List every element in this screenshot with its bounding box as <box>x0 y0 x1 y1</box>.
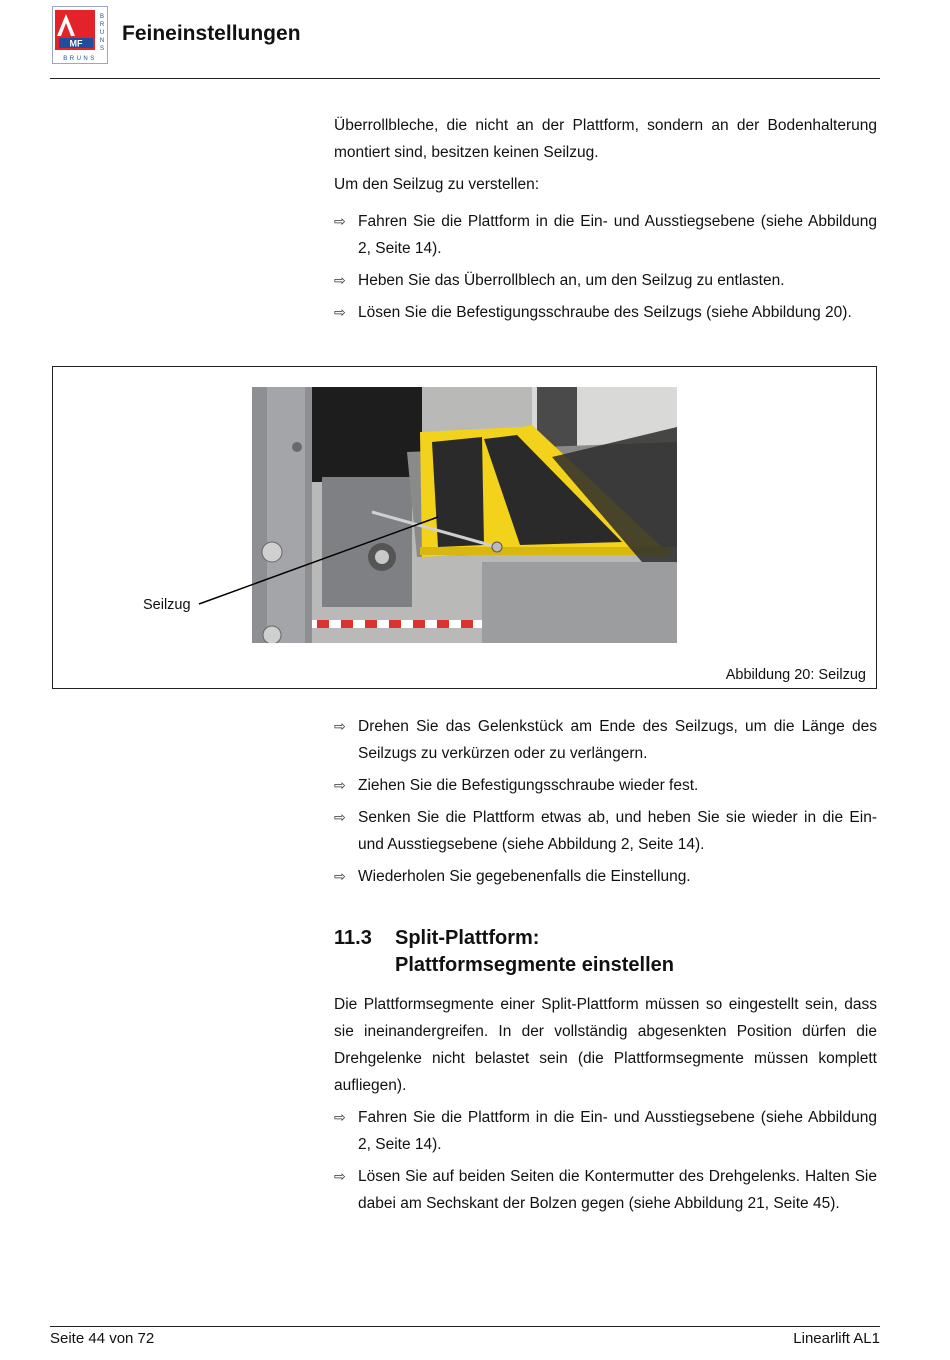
intro-block <box>334 112 877 326</box>
section-number: 11.3 <box>334 927 372 949</box>
svg-text:B: B <box>99 14 105 20</box>
figure-caption: Abbildung 20: Seilzug <box>725 667 866 683</box>
svg-text:R: R <box>99 22 105 28</box>
step-item: ⇨ Wiederholen Sie gegebenenfalls die Einstellung. <box>334 863 877 890</box>
step-item: ⇨ Senken Sie die Plattform etwas ab, und heben Sie sie wieder in die Ein- und Ausstiegsebene (siehe Abbildung 2, Seite 14). <box>334 804 877 858</box>
svg-text:MF: MF <box>69 38 83 49</box>
arrow-right-icon: ⇨ <box>334 1168 346 1184</box>
page-footer <box>50 1326 880 1347</box>
svg-text:BRUNS: BRUNS <box>63 56 97 62</box>
svg-text:U: U <box>99 30 105 36</box>
page-header <box>50 4 880 79</box>
step-item: ⇨ Ziehen Sie die Befestigungsschraube wieder fest. <box>334 772 877 799</box>
callout-line <box>53 367 878 690</box>
header-title: Feineinstellungen <box>122 22 301 45</box>
page-number: Seite 44 von 72 <box>50 1330 155 1347</box>
arrow-right-icon: ⇨ <box>334 1109 346 1125</box>
amf-bruns-logo <box>52 6 108 64</box>
svg-text:N: N <box>99 38 105 44</box>
arrow-right-icon: ⇨ <box>334 868 346 884</box>
document-name: Linearlift AL1 <box>793 1330 880 1347</box>
steps-block-3 <box>334 991 877 1217</box>
section-paragraph: Die Plattformsegmente einer Split-Plattform müssen so eingestellt sein, dass sie ineinandergreifen. In der vollständig abgesenkten Position dürfen die Drehgelenke nicht belastet sein (die Plattformsegmente müssen komplett aufliegen). <box>334 996 877 1094</box>
svg-text:S: S <box>99 46 105 52</box>
arrow-right-icon: ⇨ <box>334 777 346 793</box>
arrow-right-icon: ⇨ <box>334 272 346 288</box>
step-item: ⇨ Fahren Sie die Plattform in die Ein- und Ausstiegsebene (siehe Abbildung 2, Seite 14). <box>334 208 877 262</box>
arrow-right-icon: ⇨ <box>334 304 346 320</box>
section-title-line2: Plattformsegmente einstellen <box>395 954 674 976</box>
arrow-right-icon: ⇨ <box>334 213 346 229</box>
step-item: ⇨ Drehen Sie das Gelenkstück am Ende des Seilzugs, um die Länge des Seilzugs zu verkürzen oder zu verlängern. <box>334 713 877 767</box>
arrow-right-icon: ⇨ <box>334 718 346 734</box>
instruction-lead: Um den Seilzug zu verstellen: <box>334 176 540 193</box>
step-item: ⇨ Fahren Sie die Plattform in die Ein- und Ausstiegsebene (siehe Abbildung 2, Seite 14). <box>334 1104 877 1158</box>
step-item: ⇨ Lösen Sie auf beiden Seiten die Kontermutter des Drehgelenks. Halten Sie dabei am Sechskant der Bolzen gegen (siehe Abbildung 21, Seite 45). <box>334 1163 877 1217</box>
arrow-right-icon: ⇨ <box>334 809 346 825</box>
callout-label: Seilzug <box>143 597 191 613</box>
steps-block-2 <box>334 713 877 890</box>
step-item: ⇨ Heben Sie das Überrollblech an, um den Seilzug zu entlasten. <box>334 267 877 294</box>
step-item: ⇨ Lösen Sie die Befestigungsschraube des Seilzugs (siehe Abbildung 20). <box>334 299 877 326</box>
section-title-line1: Split-Plattform: <box>395 927 540 949</box>
figure-seilzug <box>52 366 877 689</box>
intro-paragraph: Überrollbleche, die nicht an der Plattform, sondern an der Bodenhalterung montiert sind, besitzen keinen Seilzug. <box>334 117 877 161</box>
